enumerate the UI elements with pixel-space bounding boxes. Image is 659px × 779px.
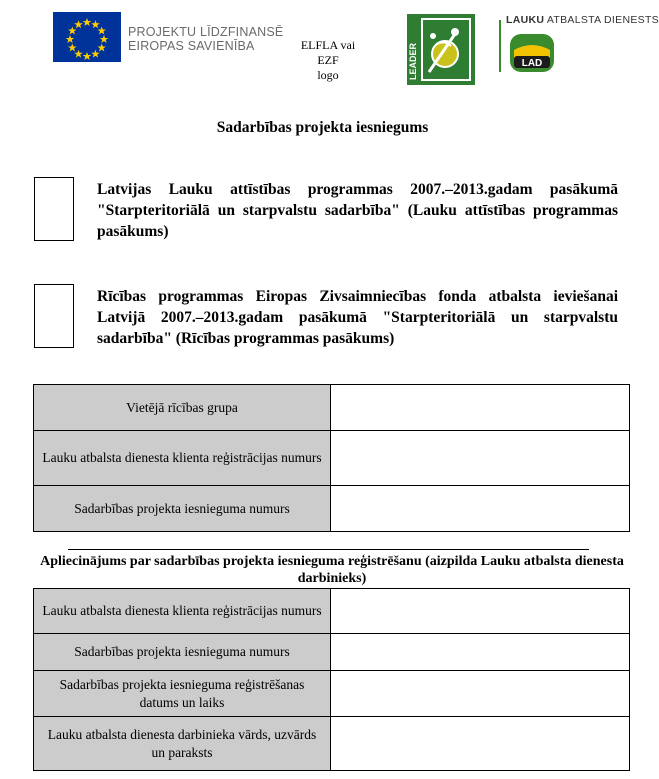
application-number-field[interactable] — [331, 486, 630, 532]
elfla-line2: logo — [317, 68, 339, 82]
confirmation-table — [33, 588, 630, 771]
lad-badge-text: LAD — [521, 58, 543, 69]
client-registration-number-field[interactable] — [331, 431, 630, 486]
confirm-application-number-field[interactable] — [331, 634, 630, 671]
option-2-text: Rīcības programmas Eiropas Zivsaimniecības fonda atbalsta ieviešanai Latvijā 2007.–2013.gadam pasākumā "Starpteritoriālā un starpvalstu sadarbība" (Rīcības programmas pasākums) — [97, 288, 618, 347]
table-row — [34, 671, 630, 717]
document-title: Sadarbības projekta iesniegums — [216, 119, 429, 136]
option-1-text: Latvijas Lauku attīstības programmas 2007.–2013.gadam pasākumā "Starpteritoriālā un starpvalstu sadarbība" (Lauku attīstības programmas pasākums) — [97, 181, 618, 240]
table-row — [34, 385, 630, 431]
lad-name-text — [506, 14, 659, 26]
employee-name-signature-field[interactable] — [331, 717, 630, 771]
row-label: Vietējā rīcības grupa — [34, 385, 331, 431]
lad-name-rest: ATBALSTA DIENESTS — [544, 14, 659, 26]
confirmation-heading: Apliecinājums par sadarbības projekta iesnieguma reģistrēšanu (aizpilda Lauku atbalsta dienesta darbinieks) — [40, 554, 624, 586]
row-label: Sadarbības projekta iesnieguma reģistrēšanas datums un laiks — [34, 671, 331, 717]
option-1-checkbox[interactable] — [34, 177, 74, 241]
table-row — [34, 717, 630, 771]
eu-flag-logo — [53, 12, 121, 62]
table-row — [34, 431, 630, 486]
confirm-client-registration-number-field[interactable] — [331, 589, 630, 634]
table-row — [34, 634, 630, 671]
leader-text: LEADER — [408, 42, 418, 80]
eu-text-line2: EIROPAS SAVIENĪBA — [128, 39, 255, 53]
table-row — [34, 486, 630, 532]
local-action-group-field[interactable] — [331, 385, 630, 431]
row-label: Lauku atbalsta dienesta darbinieka vārds, uzvārds un paraksts — [34, 717, 331, 771]
row-label: Sadarbības projekta iesnieguma numurs — [34, 486, 331, 532]
leader-logo — [407, 14, 475, 85]
option-2-checkbox[interactable] — [34, 284, 74, 348]
lad-name-bold: LAUKU — [506, 14, 545, 26]
eu-text-line1: PROJEKTU LĪDZFINANSĒ — [128, 25, 284, 39]
registration-date-time-field[interactable] — [331, 671, 630, 717]
elfla-logo-placeholder — [292, 38, 364, 83]
confirmation-divider — [68, 549, 589, 550]
eu-cofinancing-text — [128, 25, 283, 53]
row-label: Lauku atbalsta dienesta klienta reģistrācijas numurs — [34, 589, 331, 634]
project-info-table — [33, 384, 630, 532]
elfla-line1: ELFLA vai EZF — [300, 38, 356, 67]
row-label: Lauku atbalsta dienesta klienta reģistrācijas numurs — [34, 431, 331, 486]
table-row — [34, 589, 630, 634]
row-label: Sadarbības projekta iesnieguma numurs — [34, 634, 331, 671]
